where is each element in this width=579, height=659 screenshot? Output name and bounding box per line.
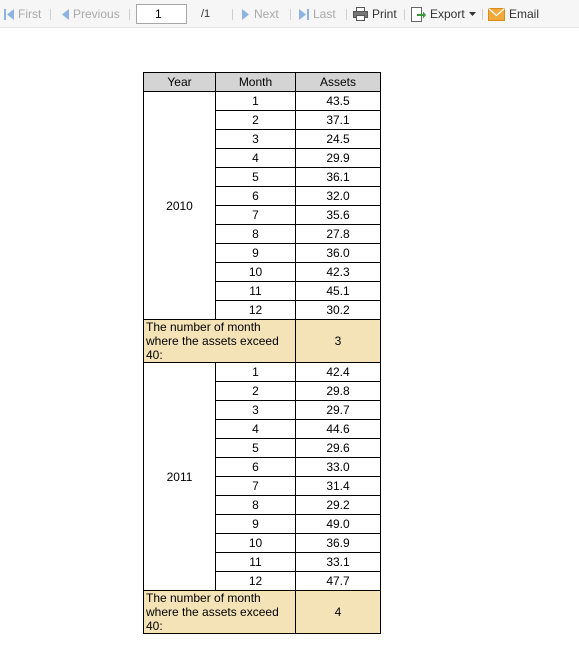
report-body [144,92,381,634]
assets-cell: 43.5 [296,92,381,111]
summary-value: 4 [296,591,381,634]
year-cell: 2010 [144,92,216,320]
table-row [144,363,381,382]
month-cell: 2 [216,382,296,401]
assets-cell: 36.9 [296,534,381,553]
last-page-button[interactable] [299,0,336,28]
toolbar-divider [404,9,405,20]
assets-cell: 42.4 [296,363,381,382]
assets-cell: 27.8 [296,225,381,244]
assets-cell: 29.6 [296,439,381,458]
last-page-label: Last [313,7,336,21]
print-button[interactable] [353,0,397,28]
month-cell: 8 [216,225,296,244]
year-column-header: Year [144,73,216,92]
assets-cell: 35.6 [296,206,381,225]
assets-cell: 31.4 [296,477,381,496]
assets-cell: 33.1 [296,553,381,572]
toolbar-divider [346,9,347,20]
assets-cell: 33.0 [296,458,381,477]
month-cell: 6 [216,458,296,477]
toolbar-divider [129,9,130,20]
summary-row [144,591,381,634]
first-page-label: First [18,7,42,21]
summary-label: The number of month where the assets exceed 40: [144,591,296,634]
previous-page-label: Previous [73,7,120,21]
assets-cell: 47.7 [296,572,381,591]
export-button[interactable] [411,0,476,28]
next-page-label: Next [254,7,279,21]
month-cell: 9 [216,244,296,263]
first-page-button[interactable] [4,0,41,28]
month-cell: 12 [216,301,296,320]
export-label: Export [430,7,465,21]
assets-report-table [143,72,381,634]
next-page-icon [242,9,250,20]
assets-cell: 37.1 [296,111,381,130]
total-pages-label: /1 [201,8,211,20]
assets-cell: 49.0 [296,515,381,534]
month-column-header: Month [216,73,296,92]
last-page-icon [299,9,309,20]
assets-column-header: Assets [296,73,381,92]
year-cell: 2011 [144,363,216,591]
first-page-icon [4,9,14,20]
assets-cell: 44.6 [296,420,381,439]
export-icon [411,7,426,22]
month-cell: 3 [216,130,296,149]
printer-icon [353,7,368,21]
month-cell: 7 [216,206,296,225]
assets-cell: 29.7 [296,401,381,420]
month-cell: 5 [216,168,296,187]
assets-cell: 29.2 [296,496,381,515]
month-cell: 2 [216,111,296,130]
month-cell: 8 [216,496,296,515]
month-cell: 10 [216,263,296,282]
toolbar-divider [482,9,483,20]
assets-cell: 45.1 [296,282,381,301]
assets-cell: 32.0 [296,187,381,206]
summary-row [144,320,381,363]
page-number-input[interactable] [136,4,187,24]
month-cell: 4 [216,420,296,439]
month-cell: 9 [216,515,296,534]
table-header-row [144,73,381,92]
month-cell: 10 [216,534,296,553]
email-label: Email [509,7,540,21]
caret-down-icon [469,12,476,16]
previous-page-icon [61,9,69,20]
next-page-button[interactable] [242,0,279,28]
summary-value: 3 [296,320,381,363]
print-label: Print [372,7,397,21]
toolbar-divider [290,9,291,20]
month-cell: 11 [216,553,296,572]
month-cell: 1 [216,92,296,111]
assets-cell: 30.2 [296,301,381,320]
toolbar-divider [50,9,51,20]
table-row [144,92,381,111]
month-cell: 3 [216,401,296,420]
month-cell: 7 [216,477,296,496]
month-cell: 6 [216,187,296,206]
summary-label: The number of month where the assets exceed 40: [144,320,296,363]
assets-cell: 36.1 [296,168,381,187]
assets-cell: 24.5 [296,130,381,149]
assets-cell: 29.9 [296,149,381,168]
month-cell: 5 [216,439,296,458]
report-toolbar [0,0,579,28]
previous-page-button[interactable] [61,0,120,28]
month-cell: 4 [216,149,296,168]
assets-cell: 36.0 [296,244,381,263]
email-icon [488,8,505,21]
toolbar-divider [232,9,233,20]
assets-cell: 42.3 [296,263,381,282]
month-cell: 11 [216,282,296,301]
month-cell: 1 [216,363,296,382]
email-button[interactable] [488,0,539,28]
assets-cell: 29.8 [296,382,381,401]
month-cell: 12 [216,572,296,591]
